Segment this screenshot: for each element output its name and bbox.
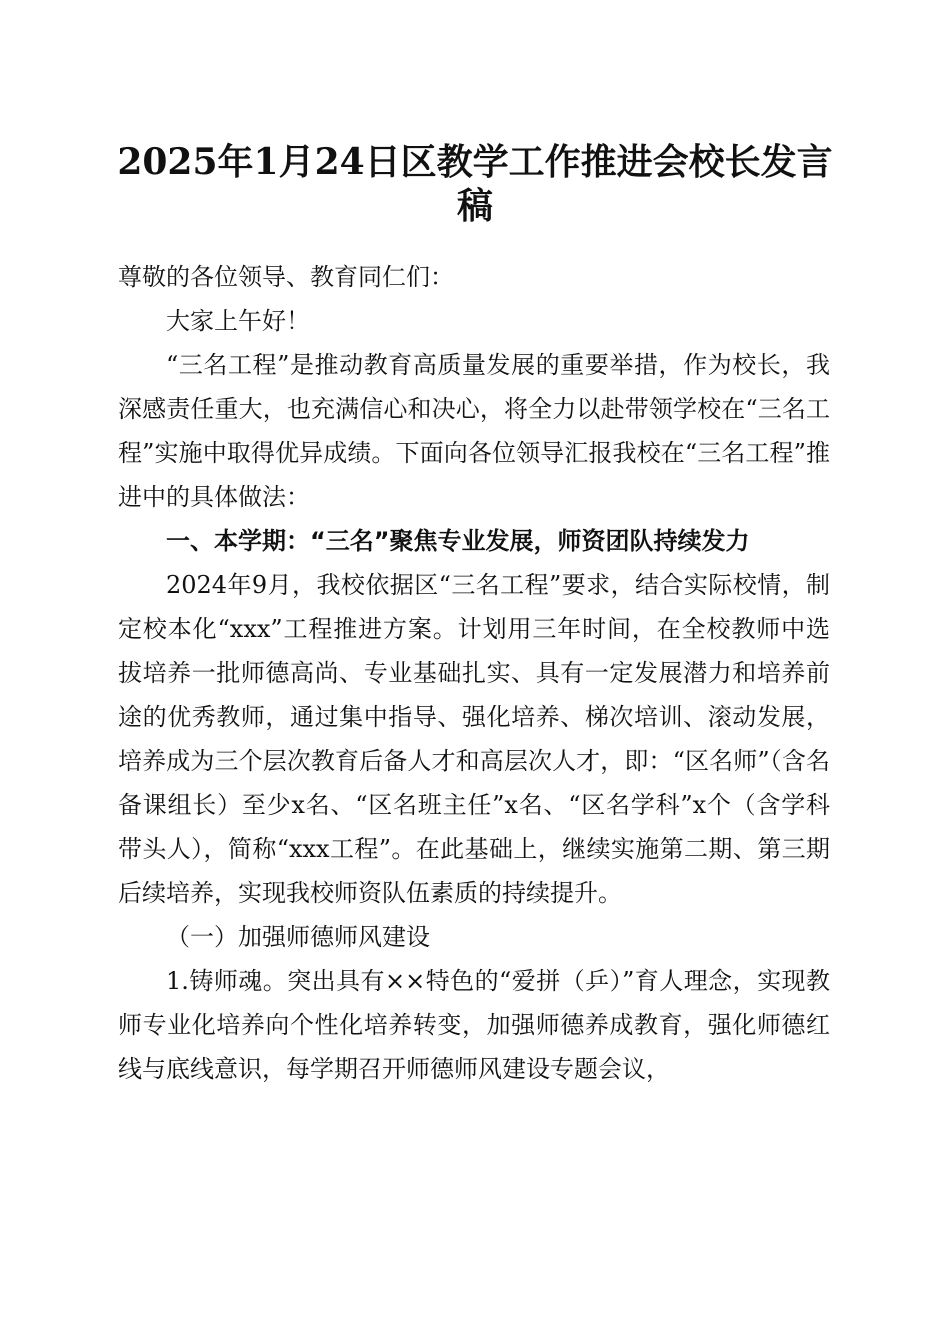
greeting: 大家上午好！ (166, 307, 310, 335)
title-line-1: 2025年1月24日区教学工作推进会校长发言 (117, 141, 833, 183)
section-1-heading: 一、本学期：“三名”聚焦专业发展，师资团队持续发力 (166, 527, 750, 555)
intro-paragraph: “三名工程”是推动教育高质量发展的重要举措，作为校长，我深感责任重大，也充满信心和决心，将全力以赴带领学校在“三名工程”实施中取得优异成绩。下面向各位领导汇报我校在“三名工程”推进中的具体做法： (118, 351, 830, 511)
subsection-1-paragraph: 1.铸师魂。突出具有××特色的“爱拼（乒）”育人理念，实现教师专业化培养向个性化培养转变，加强师德养成教育，强化师德红线与底线意识，每学期召开师德师风建设专题会议， (118, 967, 830, 1083)
section-1-paragraph: 2024年9月，我校依据区“三名工程”要求，结合实际校情，制定校本化“xxx”工程推进方案。计划用三年时间，在全校教师中选拔培养一批师德高尚、专业基础扎实、具有一定发展潜力和培养前途的优秀教师，通过集中指导、强化培养、梯次培训、滚动发展，培养成为三个层次教育后备人才和高层次人才，即：“区名师”（含名备课组长）至少x名、“区名班主任”x名、“区名学科”x个（含学科带头人），简称“xxx工程”。在此基础上，继续实施第二期、第三期后续培养，实现我校师资队伍素质的持续提升。 (118, 571, 830, 907)
salutation: 尊敬的各位领导、教育同仁们： (118, 263, 454, 291)
document-body (118, 255, 830, 1091)
document-title (100, 140, 850, 228)
subsection-1-heading: （一）加强师德师风建设 (166, 923, 430, 951)
title-line-2: 稿 (456, 185, 493, 227)
